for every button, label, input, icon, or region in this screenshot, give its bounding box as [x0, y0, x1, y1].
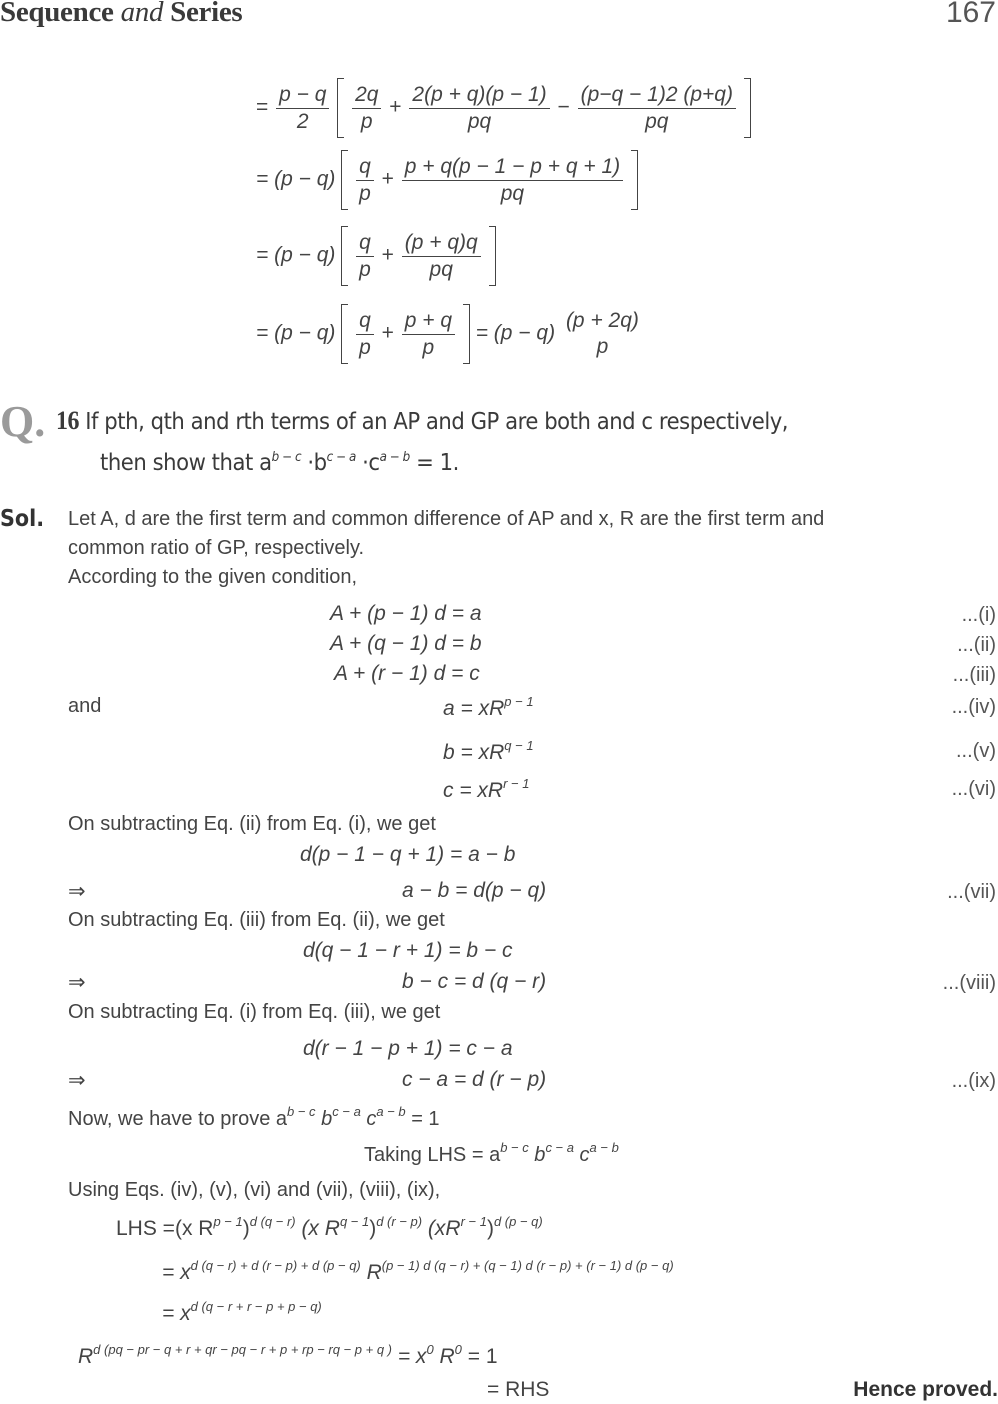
solution-label: Sol. — [0, 506, 45, 532]
base: c = xR — [443, 779, 504, 802]
step2-equation: d(q − 1 − r + 1) = b − c — [303, 939, 513, 962]
lhs-line-1 — [116, 1214, 543, 1241]
right-bracket — [489, 226, 496, 286]
equation-v — [443, 738, 534, 765]
paren: ) — [486, 1217, 494, 1240]
right-bracket — [744, 78, 751, 138]
term: c — [573, 1144, 590, 1166]
exponent: b − c — [287, 1104, 316, 1119]
equation-iii: A + (r − 1) d = c — [334, 662, 480, 685]
chapter-title — [0, 0, 242, 29]
equation-iv — [443, 694, 534, 721]
equation-vi — [443, 776, 529, 803]
fraction — [402, 308, 455, 361]
denominator: 2 — [296, 109, 309, 133]
numerator: p + q(p − 1 − p + q + 1) — [402, 154, 623, 181]
numerator: (p + 2q) — [565, 309, 639, 332]
denominator: p — [359, 257, 371, 281]
term: b — [528, 1144, 546, 1166]
prove-text: Now, we have to prove a — [68, 1108, 288, 1130]
fraction — [563, 308, 642, 360]
right-bracket — [463, 304, 470, 364]
fraction — [356, 154, 374, 207]
equation-tag-ix: ...(ix) — [951, 1070, 996, 1092]
numerator: (p−q − 1)2 (p+q) — [578, 82, 736, 109]
denominator: p — [596, 335, 609, 358]
term: R — [433, 1345, 455, 1368]
prev-solution-line-1 — [256, 78, 751, 138]
exponent: q − 1 — [339, 1214, 370, 1229]
equation-tag-iii: ...(iii) — [952, 664, 996, 686]
prefix: = x — [162, 1302, 191, 1325]
exponent: c − a — [545, 1140, 574, 1155]
denominator: p — [360, 109, 373, 133]
question-line-2 — [100, 450, 459, 476]
equation-tag-viii: ...(viii) — [942, 972, 996, 994]
term: ·b — [301, 450, 327, 476]
exponent: d (p − q) — [493, 1214, 543, 1229]
fraction — [352, 82, 381, 135]
equals-one: = 1 — [405, 1108, 440, 1130]
and-label: and — [68, 695, 102, 717]
denominator: pq — [500, 181, 525, 205]
right-bracket — [631, 150, 638, 210]
exponent: 0 — [454, 1342, 462, 1357]
numerator: p + q — [402, 308, 455, 335]
solution-intro-3: According to the given condition, — [68, 566, 358, 588]
equals-one: = 1. — [409, 450, 459, 476]
exponent: d (q − r) + d (r − p) + d (p − q) — [190, 1258, 361, 1273]
term: (x R — [295, 1217, 340, 1240]
term: R — [360, 1261, 382, 1284]
prefix: = (p − q) — [256, 321, 336, 345]
fraction — [356, 308, 374, 361]
equals-sign: = — [256, 95, 269, 119]
exponent: a − b — [379, 450, 410, 465]
numerator: 2q — [352, 82, 381, 109]
denominator: pq — [467, 109, 492, 133]
term: c — [360, 1108, 377, 1130]
equation-tag-i: ...(i) — [961, 604, 996, 626]
exponent: c − a — [326, 450, 356, 465]
exponent: a − b — [589, 1140, 619, 1155]
fraction — [402, 154, 623, 207]
term: = x — [392, 1345, 427, 1368]
numerator: p − q — [276, 82, 329, 109]
step3-result: c − a = d (r − p) — [402, 1068, 547, 1091]
denominator: pq — [429, 257, 453, 281]
step3-label: On subtracting Eq. (i) from Eq. (iii), we get — [68, 1001, 441, 1023]
base: a = xR — [443, 697, 505, 720]
question-marker: Q. — [0, 397, 46, 446]
prev-solution-line-4 — [256, 304, 644, 364]
term: b — [315, 1108, 333, 1130]
denominator: p — [359, 181, 371, 205]
term: (xR — [422, 1217, 461, 1240]
equation-tag-vii: ...(vii) — [947, 881, 996, 903]
title-word-1: Sequence — [0, 0, 114, 28]
prefix: R — [78, 1345, 94, 1368]
equation-tag-iv: ...(iv) — [951, 696, 996, 718]
page-number: 167 — [945, 0, 996, 29]
title-word-2: and — [120, 0, 164, 28]
term: ·c — [355, 450, 380, 476]
fraction — [356, 230, 374, 283]
rhs: = RHS — [487, 1378, 550, 1401]
lhs-line-2 — [162, 1258, 674, 1285]
prev-solution-line-3 — [256, 226, 496, 286]
step2-label: On subtracting Eq. (iii) from Eq. (ii), we get — [68, 909, 445, 931]
paren: ) — [369, 1217, 377, 1240]
prefix: = (p − q) — [256, 243, 336, 267]
fraction — [402, 230, 481, 283]
exponent: p − 1 — [504, 694, 534, 709]
solution-intro-1: Let A, d are the first term and common difference of AP and x, R are the first term and — [68, 508, 825, 530]
question-text: then show that a — [100, 450, 272, 476]
lhs-line-3 — [162, 1299, 322, 1326]
taking-text: Taking LHS = a — [364, 1144, 501, 1166]
left-bracket — [341, 226, 348, 286]
implies-icon: ⇒ — [68, 1069, 86, 1092]
numerator: (p + q)q — [402, 230, 481, 257]
fraction — [276, 82, 329, 135]
prove-statement — [68, 1104, 440, 1131]
numerator: q — [356, 308, 374, 335]
exponent: c − a — [332, 1104, 361, 1119]
prev-solution-line-2 — [256, 150, 638, 210]
lhs-prefix: LHS =(x R — [116, 1217, 214, 1240]
exponent: q − 1 — [504, 738, 534, 753]
left-bracket — [341, 150, 348, 210]
exponent: d (pq − pr − q + r + qr − pq − r + p + rp − rq − p + q ) — [93, 1342, 392, 1357]
denominator: p — [422, 335, 435, 359]
equation-tag-ii: ...(ii) — [957, 634, 996, 656]
exponent: (p − 1) d (q − r) + (q − 1) d (r − p) + (r − 1) d (p − q) — [381, 1258, 674, 1273]
exponent: 0 — [426, 1342, 434, 1357]
exponent: d (r − p) — [376, 1214, 423, 1229]
solution-intro-2: common ratio of GP, respectively. — [68, 537, 365, 559]
exponent: p − 1 — [213, 1214, 243, 1229]
left-bracket — [341, 304, 348, 364]
step1-equation: d(p − 1 − q + 1) = a − b — [300, 843, 516, 866]
step1-result: a − b = d(p − q) — [402, 879, 547, 902]
paren: ) — [242, 1217, 250, 1240]
fraction — [578, 82, 736, 135]
plus-sign: + — [381, 321, 394, 345]
equation-tag-vi: ...(vi) — [951, 778, 996, 800]
question-line-1 — [56, 406, 788, 436]
minus-sign: − — [557, 95, 570, 119]
exponent: b − c — [500, 1140, 529, 1155]
equation-i: A + (p − 1) d = a — [330, 602, 482, 625]
equation-ii: A + (q − 1) d = b — [330, 632, 482, 655]
using-equations: Using Eqs. (iv), (v), (vi) and (vii), (viii), (ix), — [68, 1179, 441, 1201]
exponent: d (q − r) — [249, 1214, 296, 1229]
numerator: 2(p + q)(p − 1) — [409, 82, 549, 109]
prefix: = x — [162, 1261, 191, 1284]
fraction — [409, 82, 549, 135]
denominator: pq — [645, 109, 669, 133]
question-text: If pth, qth and rth terms of an AP and GP are both and c respectively, — [85, 409, 789, 435]
title-word-3: Series — [170, 0, 243, 28]
left-bracket — [337, 78, 344, 138]
numerator: q — [356, 230, 374, 257]
numerator: q — [356, 154, 374, 181]
exponent: r − 1 — [460, 1214, 487, 1229]
plus-sign: + — [381, 243, 394, 267]
prefix: = (p − q) — [256, 167, 336, 191]
exponent: b − c — [271, 450, 302, 465]
plus-sign: + — [381, 167, 394, 191]
lhs-line-4 — [78, 1342, 498, 1369]
step3-equation: d(r − 1 − p + 1) = c − a — [303, 1037, 513, 1060]
implies-icon: ⇒ — [68, 971, 86, 994]
middle-expression: = (p − q) — [475, 321, 556, 345]
base: b = xR — [443, 741, 505, 764]
step2-result: b − c = d (q − r) — [402, 970, 547, 993]
implies-icon: ⇒ — [68, 880, 86, 903]
exponent: r − 1 — [503, 776, 530, 791]
question-number: 16 — [56, 406, 79, 435]
equation-tag-v: ...(v) — [956, 740, 996, 762]
equals-one: = 1 — [461, 1345, 498, 1368]
exponent: d (q − r + r − p + p − q) — [190, 1299, 322, 1314]
exponent: a − b — [376, 1104, 406, 1119]
plus-sign: + — [389, 95, 402, 119]
hence-proved: Hence proved. — [853, 1378, 998, 1401]
denominator: p — [359, 335, 371, 359]
taking-lhs — [364, 1140, 619, 1167]
step1-label: On subtracting Eq. (ii) from Eq. (i), we get — [68, 813, 436, 835]
